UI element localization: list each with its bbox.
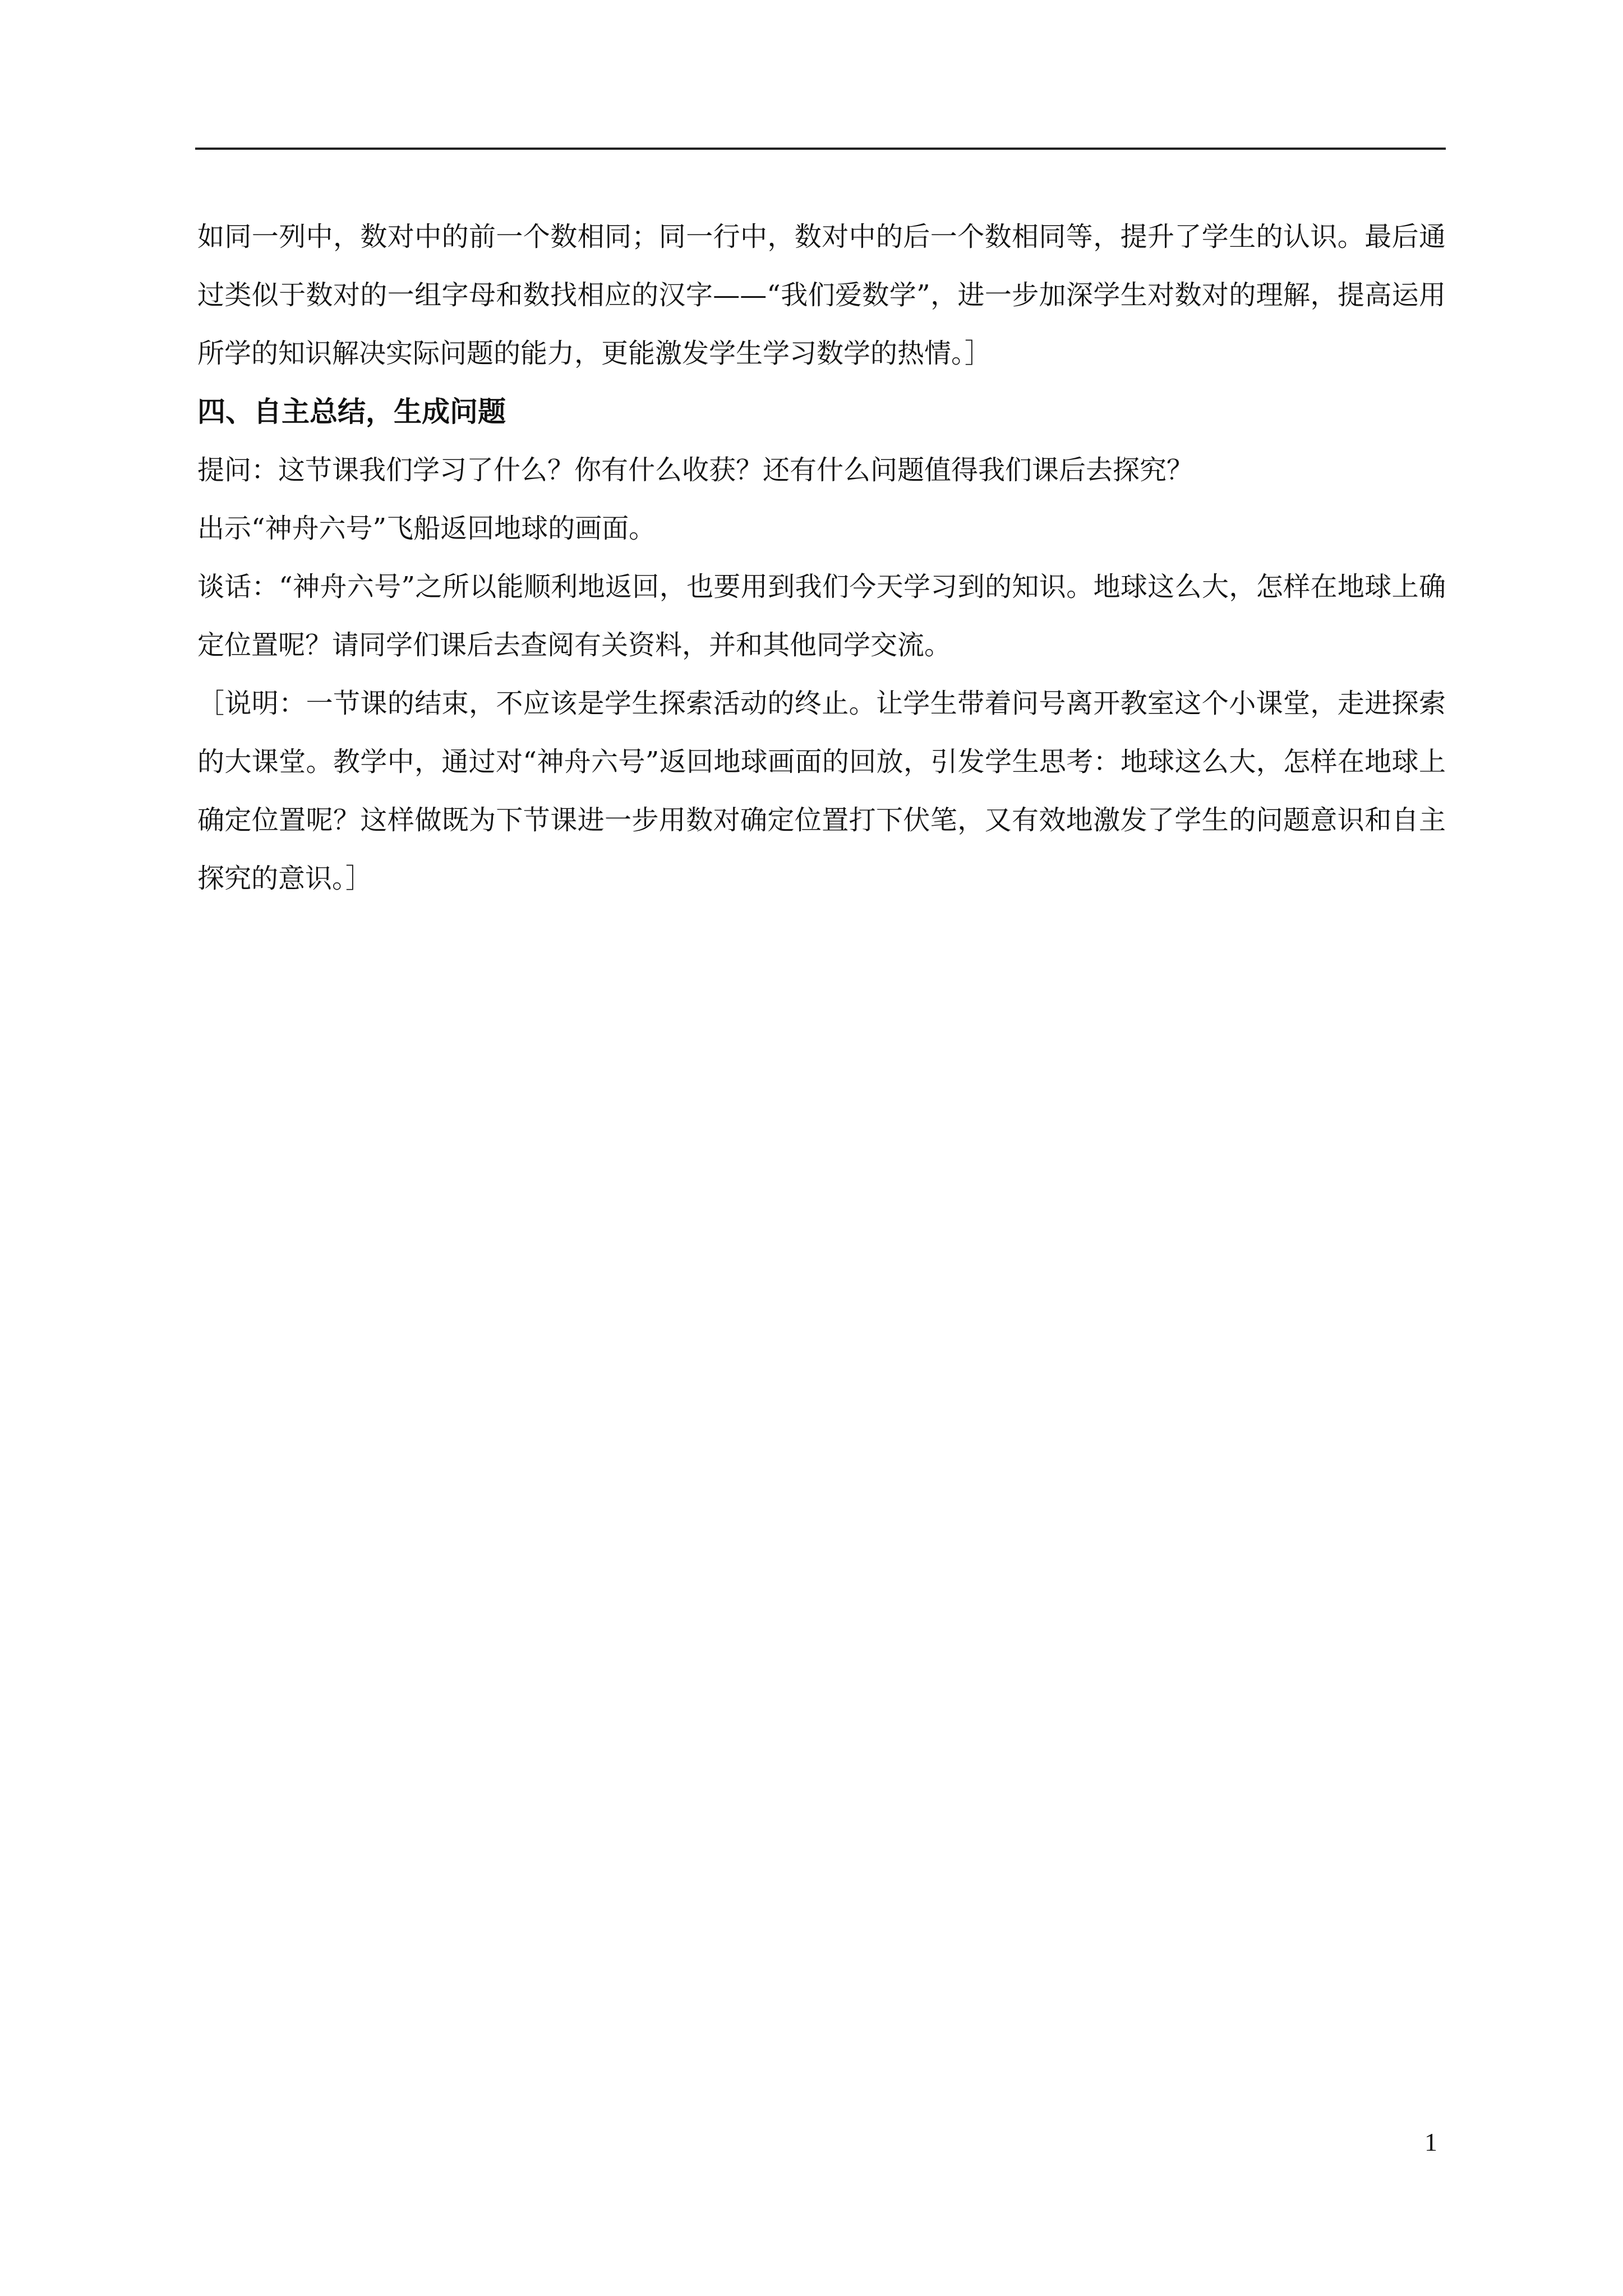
document-body [197,208,1446,908]
header-rule [195,148,1446,150]
page-number: 1 [1424,2128,1437,2156]
paragraph-display: 出示“神舟六号”飞船返回地球的画面。 [197,513,656,544]
paragraph-note: ［说明：一节课的结束，不应该是学生探索活动的终止。让学生带着问号离开教室这个小课堂，走进探索的大课堂。教学中，通过对“神舟六号”返回地球画面的回放，引发学生思考：地球这么大，怎样在地球上确定位置呢？这样做既为下节课进一步用数对确定位置打下伏笔，又有效地激发了学生的问题意识和自主探究的意识。］ [197,688,1446,894]
paragraph-talk: 谈话：“神舟六号”之所以能顺利地返回，也要用到我们今天学习到的知识。地球这么大，怎样在地球上确定位置呢？请同学们课后去查阅有关资料，并和其他同学交流。 [197,571,1446,661]
paragraph-summary: 如同一列中，数对中的前一个数相同；同一行中，数对中的后一个数相同等，提升了学生的认识。最后通过类似于数对的一组字母和数找相应的汉字——“我们爱数学”，进一步加深学生对数对的理解，提高运用所学的知识解决实际问题的能力，更能激发学生学习数学的热情。］ [197,221,1446,369]
section-heading: 四、自主总结，生成问题 [197,395,506,428]
paragraph-question: 提问：这节课我们学习了什么？你有什么收获？还有什么问题值得我们课后去探究？ [197,454,1194,486]
